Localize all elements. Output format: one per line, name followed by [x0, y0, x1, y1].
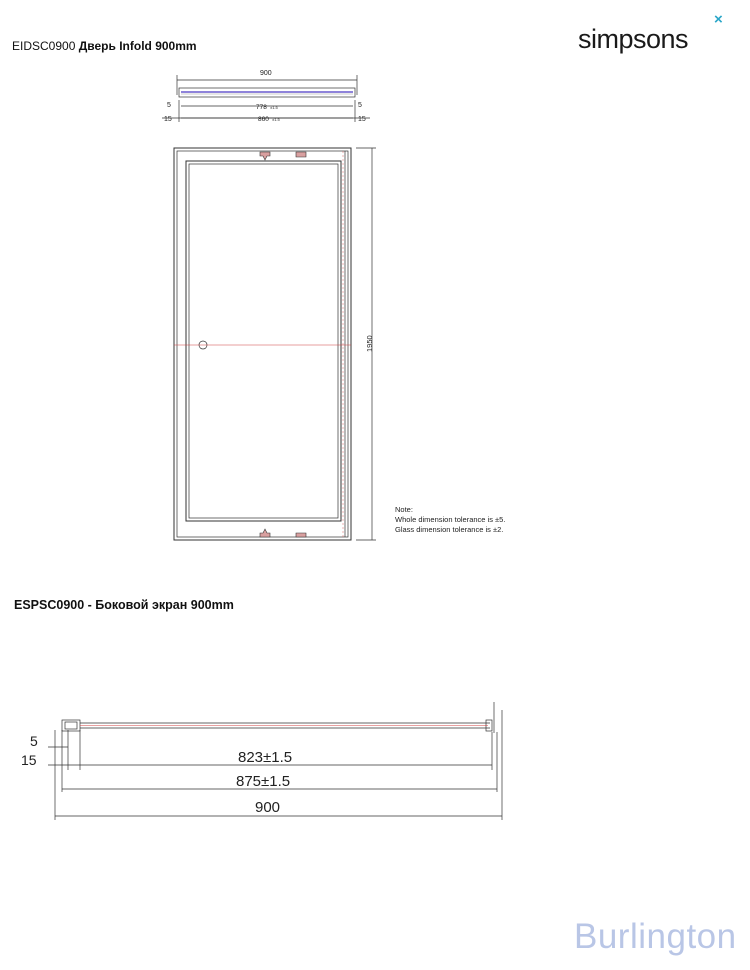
dim-left-5: 5	[167, 102, 171, 109]
dim-900: 900	[260, 70, 272, 77]
door-frame	[174, 148, 351, 540]
door-glass	[186, 161, 341, 521]
screen-dim-900: 900	[255, 799, 281, 816]
dim-left-15: 15	[164, 116, 172, 123]
screen-dim-15: 15	[21, 752, 37, 768]
dim-860: 860	[258, 116, 269, 123]
door-name: Дверь Infold 900mm	[78, 39, 197, 53]
screen-name: - Боковой экран 900mm	[87, 598, 234, 612]
logo-mark-icon: ×	[714, 11, 723, 28]
tolerance-note	[395, 505, 505, 535]
pivot-top-right-icon	[296, 152, 306, 157]
note-line-1: Whole dimension tolerance is ±5.	[395, 515, 506, 524]
burlington-watermark: Burlington	[574, 917, 737, 956]
simpsons-logo: simpsons	[578, 24, 689, 54]
screen-dim-823: 823±1.5	[238, 749, 293, 766]
dim-right-5: 5	[358, 102, 362, 109]
pivot-top-left-icon	[260, 152, 270, 160]
screen-code: ESPSC0900	[14, 598, 85, 612]
dim-right-15: 15	[358, 116, 366, 123]
screen-drawing	[0, 690, 530, 830]
screen-dim-5: 5	[30, 733, 38, 749]
screen-title	[14, 598, 234, 612]
screen-dim-875: 875±1.5	[236, 773, 291, 790]
dim-778-tol: ±1.5	[270, 105, 278, 110]
note-heading: Note:	[395, 505, 413, 514]
door-code: EIDSC0900	[12, 39, 76, 53]
dim-860-tol: ±1.5	[272, 117, 280, 122]
dim-778: 778	[256, 104, 267, 111]
note-line-2: Glass dimension tolerance is ±2.	[395, 525, 504, 534]
pivot-bottom-right-icon	[296, 533, 306, 537]
dim-1950: 1950	[365, 335, 374, 352]
pivot-bottom-left-icon	[260, 529, 270, 537]
